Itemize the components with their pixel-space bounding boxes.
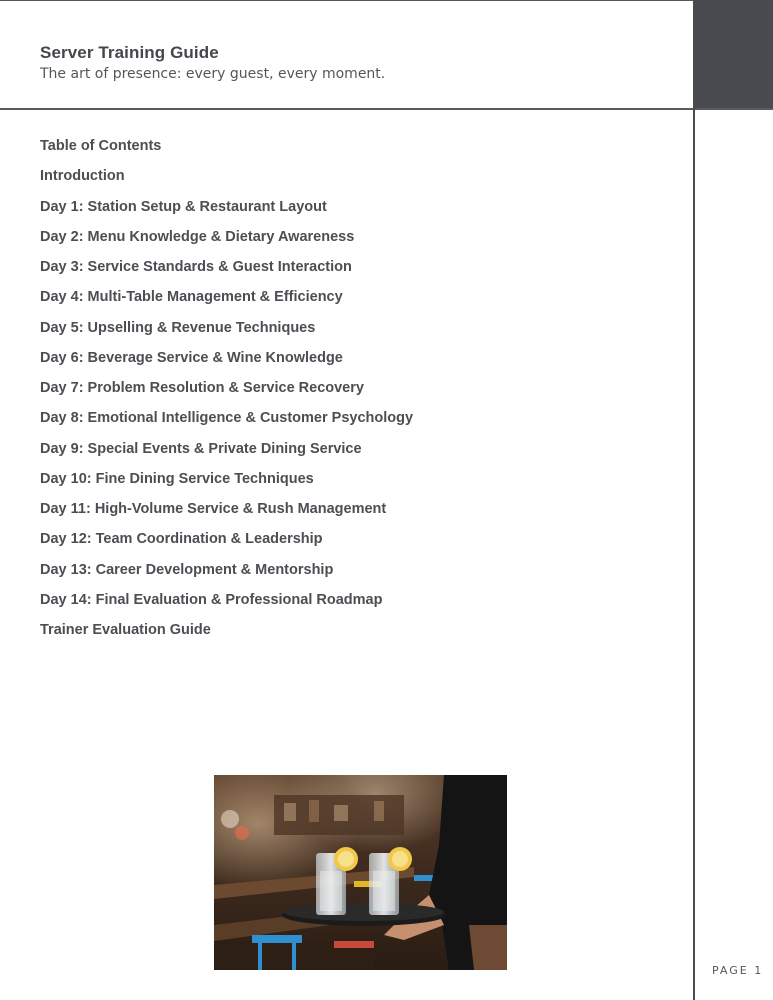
server-tray-photo xyxy=(214,775,507,970)
toc-item-day-3[interactable]: Day 3: Service Standards & Guest Interaction xyxy=(40,259,352,275)
toc-item-day-9[interactable]: Day 9: Special Events & Private Dining Service xyxy=(40,440,362,457)
page-number: PAGE 1 xyxy=(712,964,764,977)
page-header xyxy=(0,0,695,110)
toc-item-day-11[interactable]: Day 11: High-Volume Service & Rush Management xyxy=(40,501,387,517)
server-tray-illustration xyxy=(214,775,507,970)
side-divider xyxy=(695,108,773,110)
toc-item-day-8[interactable]: Day 8: Emotional Intelligence & Customer Psychology xyxy=(40,410,414,427)
toc-item-introduction[interactable]: Introduction xyxy=(40,168,125,185)
toc-item-day-1[interactable]: Day 1: Station Setup & Restaurant Layout xyxy=(40,198,327,215)
toc-item-day-2[interactable]: Day 2: Menu Knowledge & Dietary Awareness xyxy=(40,228,355,245)
toc-item-day-10[interactable]: Day 10: Fine Dining Service Techniques xyxy=(40,470,314,487)
toc-item-day-6[interactable]: Day 6: Beverage Service & Wine Knowledge xyxy=(40,349,343,366)
toc-item-day-7[interactable]: Day 7: Problem Resolution & Service Recovery xyxy=(40,380,364,396)
vertical-divider xyxy=(693,0,695,1000)
guide-subtitle: The art of presence: every guest, every moment. xyxy=(40,66,386,82)
guide-title: Server Training Guide xyxy=(40,43,219,62)
toc-heading: Table of Contents xyxy=(40,138,162,154)
header-side-block xyxy=(695,0,773,110)
toc-item-day-14[interactable]: Day 14: Final Evaluation & Professional Roadmap xyxy=(40,591,383,608)
toc-item-day-12[interactable]: Day 12: Team Coordination & Leadership xyxy=(40,531,323,548)
toc-item-day-4[interactable]: Day 4: Multi-Table Management & Efficiency xyxy=(40,289,343,306)
toc-item-day-13[interactable]: Day 13: Career Development & Mentorship xyxy=(40,561,334,578)
table-of-contents xyxy=(40,136,660,650)
toc-item-day-5[interactable]: Day 5: Upselling & Revenue Techniques xyxy=(40,319,316,336)
toc-item-trainer-evaluation[interactable]: Trainer Evaluation Guide xyxy=(40,622,211,638)
